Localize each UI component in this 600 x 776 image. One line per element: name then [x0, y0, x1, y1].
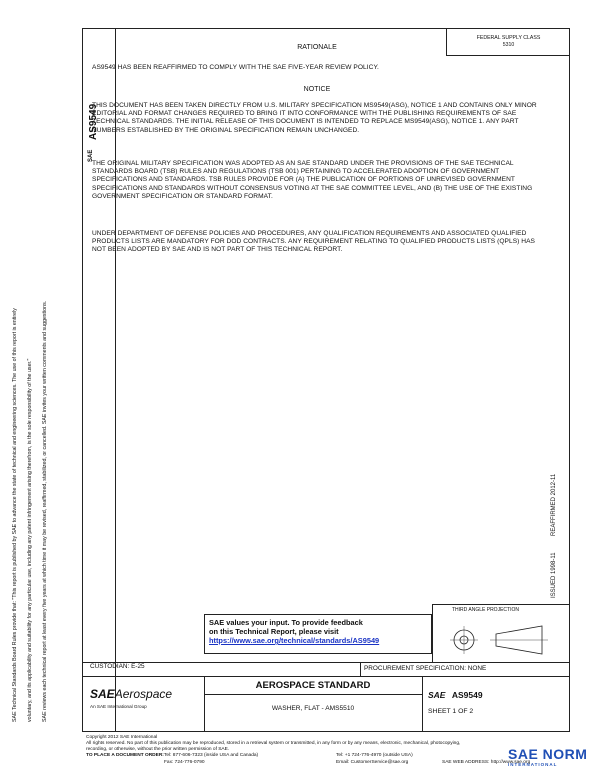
side-notice-3: SAE reviews each technical report at least every five years at which time it may be revised, reaffirmed, stabilized, or cancelled. SAE invites your written comments and suggestions. [42, 300, 48, 722]
divider-title-inner [204, 694, 422, 695]
notice-paragraph-3: UNDER DEPARTMENT OF DEFENSE POLICIES AND PROCEDURES, ANY QUALIFICATION REQUIREMENTS AND ASSOCIATED QUALIFIED PRODUCTS LISTS ARE MANDATORY FOR DOD CONTRACTS. ANY REQUIREMENT RELATING TO QUALIFIED PRODUCTS LISTS (QPLS) HAS NOT BEEN ADOPTED BY SAE AND IS NOT PART OF THIS TECHNICAL REPORT. [92, 230, 536, 254]
part-title: WASHER, FLAT - AMS5510 [271, 705, 355, 712]
procurement-text: PROCUREMENT SPECIFICATION: NONE [364, 665, 487, 672]
feedback-line-1: SAE values your input. To provide feedback [209, 618, 363, 627]
side-notice-1: SAE Technical Standards Board Rules provide that: "This report is published by SAE to advance the state of technical and engineering sciences. The use of this report is entirely [12, 308, 18, 722]
feedback-line-2: on this Technical Report, please visit [209, 627, 339, 636]
third-angle-projection-icon [446, 622, 556, 658]
notice-paragraph-2: THE ORIGINAL MILITARY SPECIFICATION WAS ADOPTED AS AN SAE STANDARD UNDER THE PROVISIONS OF THE SAE TECHNICAL STANDARDS BOARD (TSB) RULES AND REGULATIONS (TSB 001) PERTAINING TO ACCELERATED ADOPTION OF GOVERNMENT SPECIFICATIONS AND STANDARDS. TSB RULES PROVIDE FOR (A) THE PUBLICATION OF PORTIONS OF UNREVISED GOVERNMENT SPECIFICATIONS AND STANDARDS WITHOUT CONSENSUS VOTING AT THE SAE COMMITTEE LEVEL, AND (B) THE USE OF THE EXISTING GOVERNMENT SPECIFICATION OR STANDARD FORMAT. [92, 160, 533, 200]
sae-norm-watermark: SAE NORM INTERNATIONAL [508, 746, 588, 767]
sae-aerospace-logo: SAEAerospace An SAE International Group [90, 687, 173, 709]
footer-copyright: Copyright 2012 SAE International [86, 735, 158, 740]
issued-date: ISSUED 1998-11 [551, 552, 557, 598]
divider-vertical-3 [422, 676, 423, 732]
standard-title: AEROSPACE STANDARD [255, 680, 371, 691]
footer-rights: All rights reserved. No part of this publication may be reproduced, stored in a retrieval system or transmitted, in any form or by any means, electronic, mechanical, photocopying, [86, 741, 461, 747]
strip-sae-logo: SAE [88, 149, 94, 162]
divider-vertical-1 [360, 662, 361, 676]
footer-rights-2: recording, or otherwise, without the prior written permission of SAE. [86, 747, 230, 753]
sheet-number: SHEET 1 OF 2 [428, 708, 474, 715]
rationale-text: AS9549 HAS BEEN REAFFIRMED TO COMPLY WITH THE SAE FIVE-YEAR REVIEW POLICY. [92, 64, 379, 71]
fsc-label: FEDERAL SUPPLY CLASS [476, 35, 541, 41]
strip-doc-number: AS9549 [88, 103, 99, 140]
side-notice-2: voluntary, and its applicability and suitability for any particular use, including any patent infringement arising therefrom, is the sole responsibility of the user." [27, 358, 33, 722]
divider-custodian [82, 662, 570, 663]
feedback-box [204, 614, 432, 654]
footer-order-row: TO PLACE A DOCUMENT ORDER: Tel: 877-606-7323 (inside USA and Canada) Tel: +1 724-776-4970 (outside USA) [86, 753, 413, 758]
notice-heading: NOTICE [303, 86, 331, 93]
custodian-text: CUSTODIAN: E-25 [90, 663, 145, 670]
doc-number-box: SAE AS9549 [428, 690, 483, 700]
rationale-heading: RATIONALE [297, 44, 337, 51]
notice-paragraph-1: THIS DOCUMENT HAS BEEN TAKEN DIRECTLY FROM U.S. MILITARY SPECIFICATION MS9549(ASG), NOTICE 1 AND CONTAINS ONLY MINOR EDITORIAL AND FORMAT CHANGES REQUIRED TO BRING IT INTO CONFORMANCE WITH THE PUBLISHING REQUIREMENTS OF SAE TECHNICAL STANDARDS. THE INITIAL RELEASE OF THIS DOCUMENT IS INTENDED TO REPLACE MS9549(ASG), NOTICE 1. ANY PART NUMBERS ESTABLISHED BY THE ORIGINAL SPECIFICATION REMAIN UNCHANGED. [92, 102, 537, 134]
divider-title [82, 676, 570, 677]
projection-label: THIRD ANGLE PROJECTION [452, 607, 519, 613]
fsc-value: 5310 [502, 42, 515, 48]
reaffirmed-date: REAFFIRMED 2012-11 [551, 473, 557, 536]
feedback-link[interactable]: https://www.sae.org/technical/standards/AS9549 [209, 636, 380, 645]
